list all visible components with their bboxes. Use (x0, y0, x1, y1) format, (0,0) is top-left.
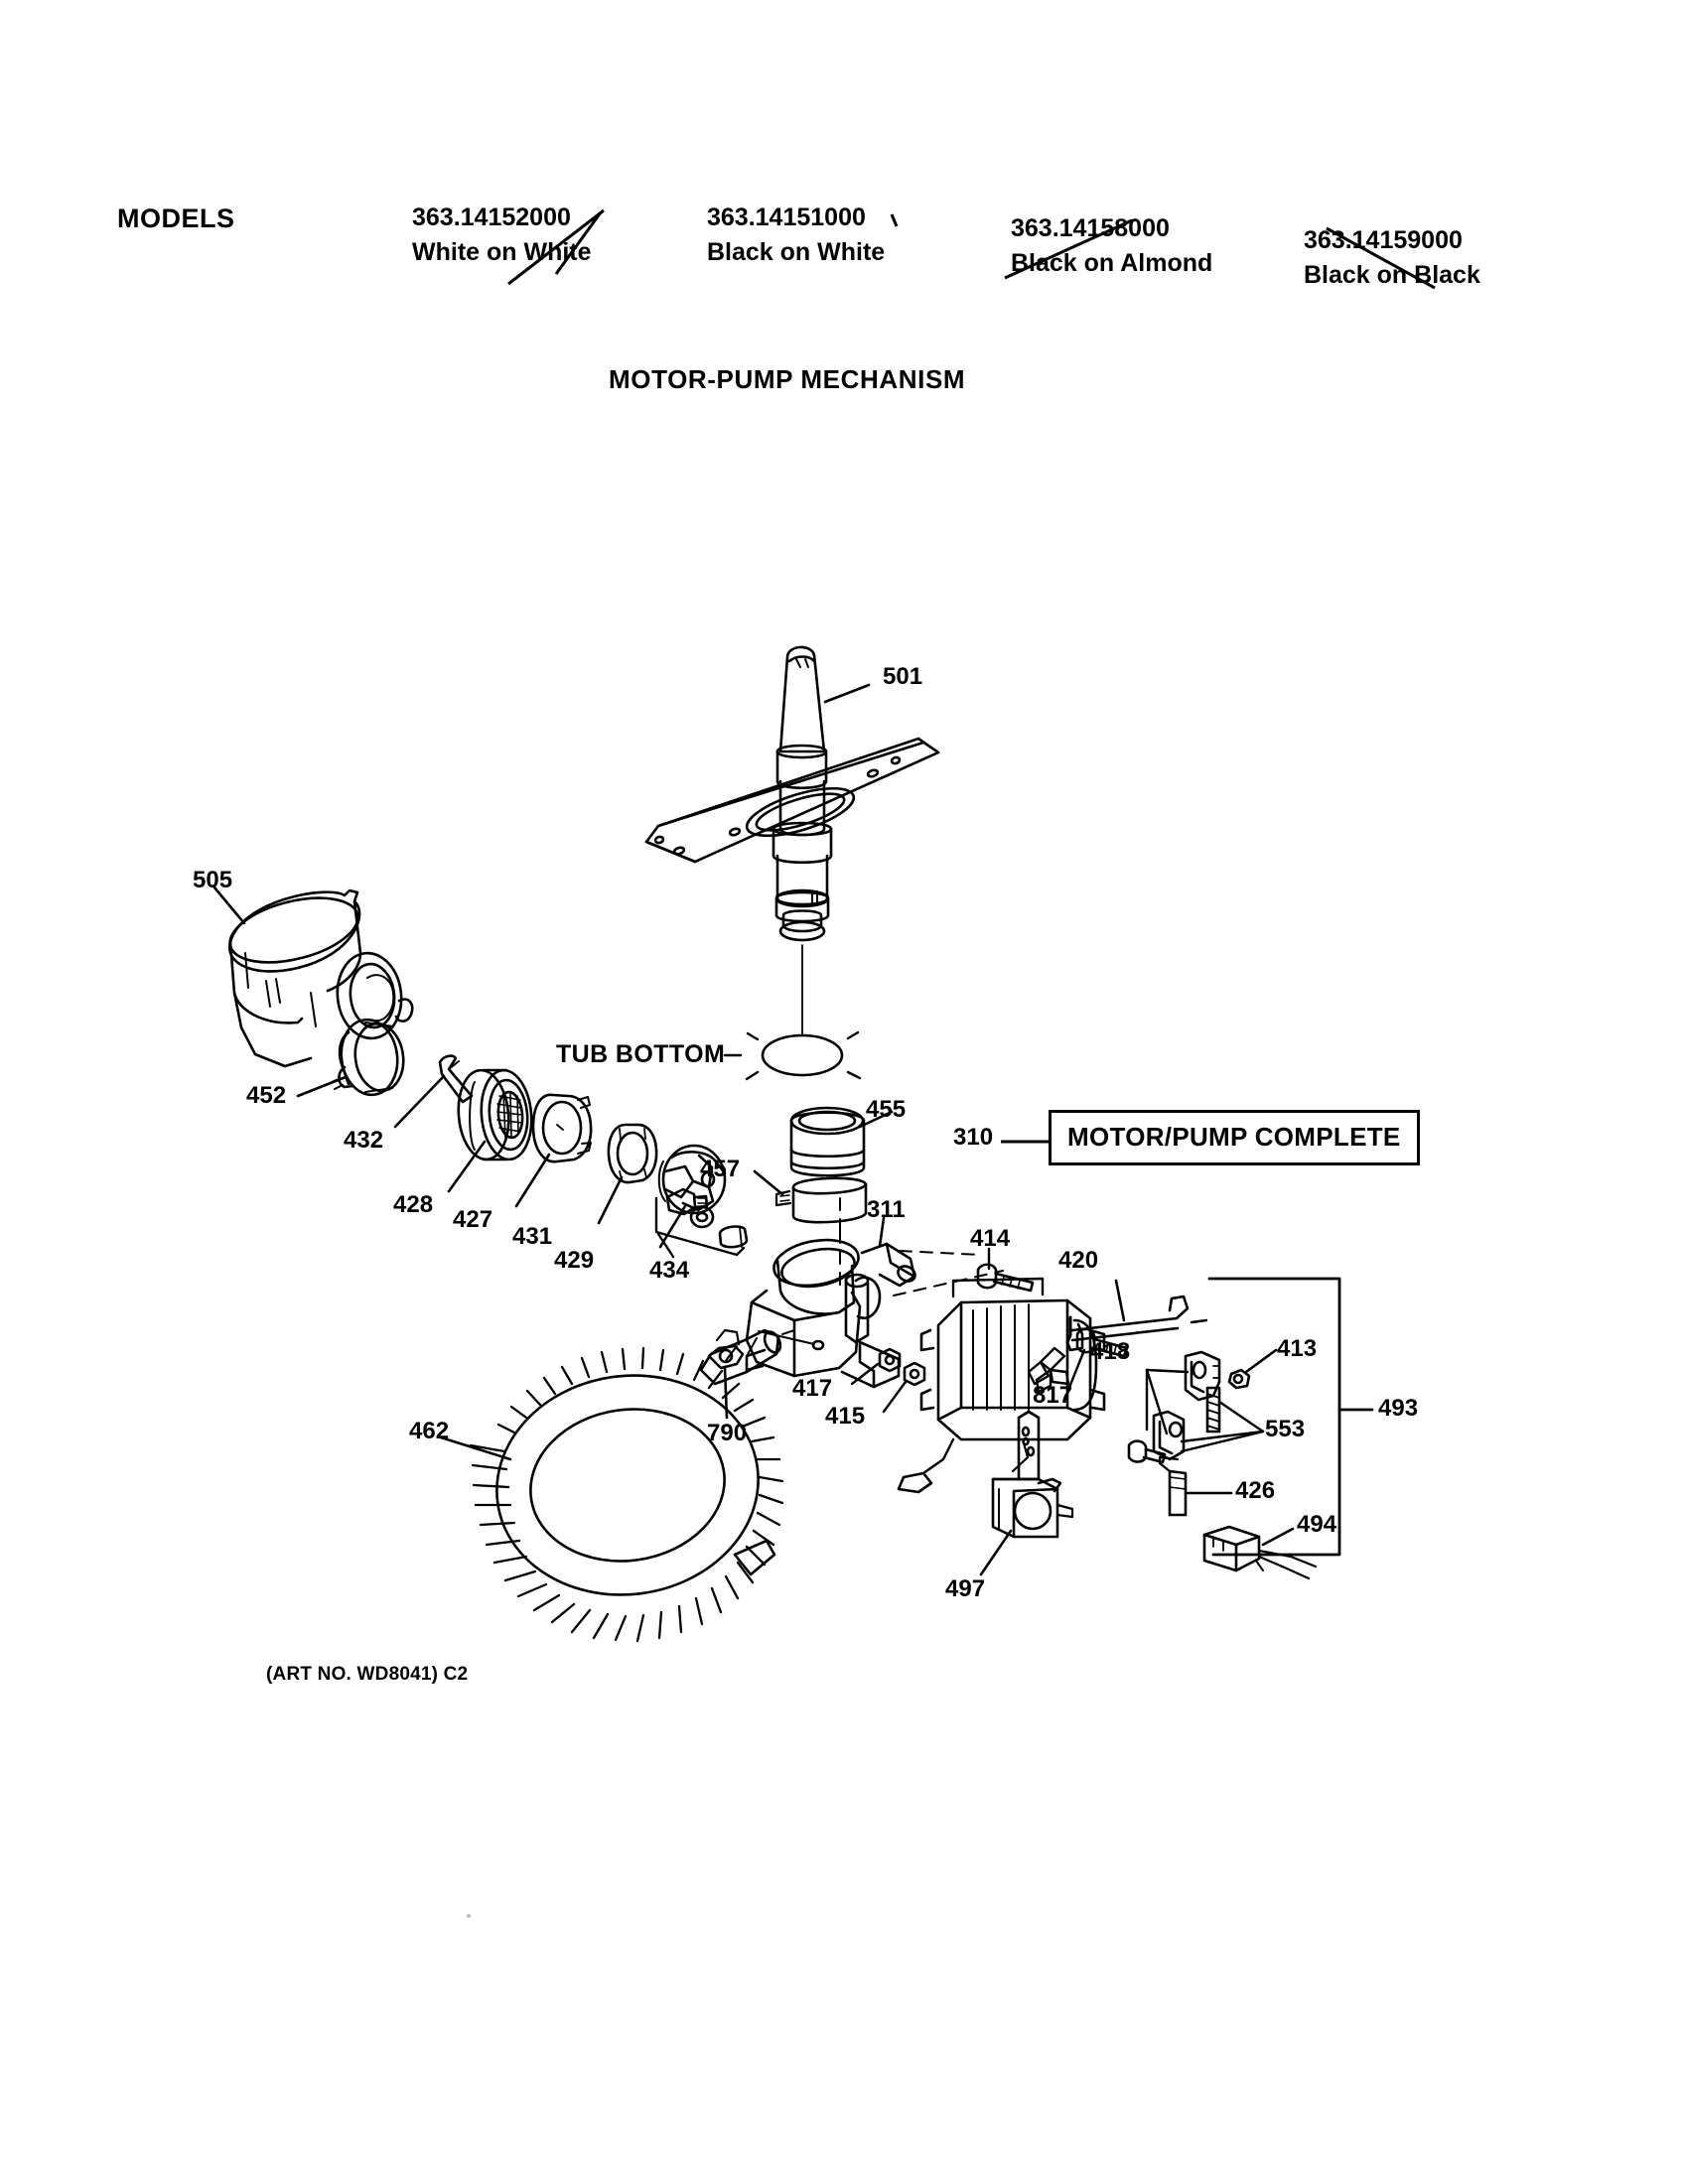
model-number: 363.14158000 (1011, 214, 1170, 242)
part-426-spring-pin (1160, 1457, 1231, 1515)
model-number: 363.14151000 (707, 204, 866, 231)
callout-426: 426 (1235, 1477, 1276, 1504)
callout-418: 418 (1090, 1338, 1131, 1365)
models-label: MODELS (117, 204, 235, 233)
callout-429: 429 (554, 1247, 595, 1274)
callout-790: 790 (707, 1420, 748, 1446)
page-title: MOTOR-PUMP MECHANISM (609, 364, 966, 394)
part-418-bracket-group (1129, 1352, 1263, 1462)
part-501-spray-arm-assembly (646, 647, 938, 940)
motor-body (899, 1279, 1104, 1492)
model-description: Black on Almond (1011, 249, 1213, 277)
callout-310: 310 (953, 1124, 994, 1151)
model-number: 363.14159000 (1304, 226, 1463, 254)
model-description: White on White (412, 238, 592, 266)
part-428-coarse-filter (449, 1068, 535, 1191)
tub-bottom-annotation: TUB BOTTOM (556, 1040, 726, 1068)
part-505-sump-housing (214, 887, 412, 1066)
callout-432: 432 (344, 1127, 384, 1154)
callout-494: 494 (1297, 1511, 1337, 1538)
callout-420: 420 (1058, 1247, 1099, 1274)
callout-415: 415 (825, 1403, 866, 1430)
callout-817: 817 (1033, 1382, 1073, 1409)
callout-427: 427 (453, 1206, 493, 1233)
callout-311: 311 (867, 1196, 906, 1223)
motor-pump-complete-leader (1001, 1138, 1052, 1146)
callout-493: 493 (1378, 1395, 1419, 1422)
art-number: (ART NO. WD8041) C2 (266, 1664, 469, 1685)
callout-497: 497 (945, 1575, 986, 1602)
model-description: Black on White (707, 238, 886, 266)
model-description: Black on Black (1304, 261, 1480, 289)
part-497-motor-mount (981, 1412, 1072, 1574)
tub-bottom-gasket (725, 1032, 860, 1079)
callout-457: 457 (700, 1156, 741, 1182)
motor-pump-complete-label: MOTOR/PUMP COMPLETE (1067, 1122, 1401, 1152)
part-413-grommet (1229, 1350, 1276, 1388)
part-790-hose-clip (709, 1330, 743, 1418)
part-414-screw (978, 1249, 1033, 1291)
callout-417: 417 (792, 1375, 833, 1402)
motor-pump-complete-box (1049, 1110, 1420, 1165)
part-452-clamp-ring (298, 1016, 407, 1098)
callout-452: 452 (246, 1082, 287, 1109)
callout-505: 505 (193, 867, 233, 893)
callout-428: 428 (393, 1191, 434, 1218)
scan-artifact-dot (467, 1914, 471, 1918)
callout-553: 553 (1265, 1416, 1306, 1442)
callout-413: 413 (1277, 1335, 1318, 1362)
callout-462: 462 (409, 1418, 450, 1444)
callout-501: 501 (883, 663, 923, 690)
callout-434: 434 (649, 1257, 690, 1284)
callout-414: 414 (970, 1225, 1011, 1252)
callout-431: 431 (512, 1223, 553, 1250)
part-457-hose-clamp (755, 1171, 866, 1222)
part-462-drain-hose (441, 1329, 794, 1641)
callout-455: 455 (866, 1096, 907, 1123)
model-number: 363.14152000 (412, 204, 571, 231)
part-431-gasket-ring (599, 1125, 656, 1223)
